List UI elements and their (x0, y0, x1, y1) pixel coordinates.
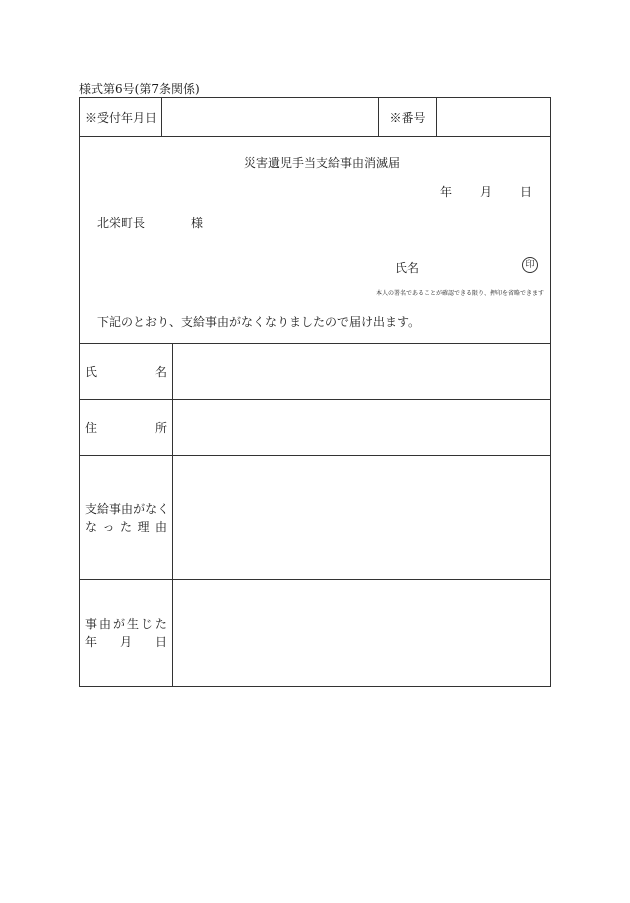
occurrence-date-label (80, 580, 173, 686)
reason-field[interactable] (173, 456, 550, 579)
reason-label-char: た (119, 519, 132, 534)
reason-label-char: が (133, 501, 146, 516)
number-field[interactable] (437, 98, 550, 136)
name-label (80, 344, 173, 399)
date-year-label: 年 (439, 185, 452, 199)
occurrence-label-char: 事 (85, 617, 98, 631)
honorific: 様 (191, 216, 204, 230)
reason-label-char: 事 (109, 501, 122, 516)
reason-label-char: 給 (97, 501, 110, 516)
occurrence-label-char: た (154, 617, 167, 631)
form-number: 様式第6号(第7条関係) (79, 82, 200, 96)
name-row (80, 344, 550, 400)
notice-body (79, 136, 551, 344)
occurrence-date-field[interactable] (173, 580, 550, 686)
occurrence-label-char: 由 (98, 617, 111, 631)
date-day-label: 日 (519, 185, 532, 199)
occurrence-label-char: 生 (126, 617, 139, 631)
occurrence-label-char: が (112, 617, 125, 631)
date-line (412, 183, 532, 200)
address-label (80, 400, 173, 455)
signer-name-label: 氏名 (395, 261, 420, 275)
seal-icon: 印 (522, 257, 538, 273)
reason-label-char: っ (102, 519, 115, 534)
reason-label-char: 理 (137, 519, 150, 534)
reason-label-char: な (145, 501, 158, 516)
address-label-char: 住 (85, 421, 98, 435)
occurrence-label-char: じ (140, 617, 153, 631)
occurrence-label-char: 年 (85, 635, 98, 649)
declaration-text: 下記のとおり、支給事由がなくなりましたので届け出ます。 (97, 315, 421, 329)
occurrence-date-row (80, 580, 550, 686)
name-label-char: 氏 (85, 365, 98, 379)
document-title: 災害遺児手当支給事由消滅届 (243, 156, 400, 170)
detail-table (79, 343, 551, 687)
name-label-char: 名 (154, 365, 167, 379)
receipt-info-table (79, 97, 551, 137)
addressee-name: 北栄町長 (97, 216, 146, 230)
occurrence-label-char: 日 (154, 635, 167, 649)
address-field[interactable] (173, 400, 550, 455)
address-label-char: 所 (154, 421, 167, 435)
reason-row (80, 456, 550, 580)
reason-label (80, 456, 173, 579)
address-row (80, 400, 550, 456)
signature-note: 本人の署名であることが確認できる限り、押印を省略できます (375, 290, 544, 297)
name-field[interactable] (173, 344, 550, 399)
addressee (97, 214, 203, 231)
reason-label-char: く (157, 501, 170, 516)
receipt-date-field[interactable] (162, 98, 379, 136)
reason-label-char: 由 (121, 501, 134, 516)
occurrence-label-char: 月 (119, 635, 132, 649)
date-month-label: 月 (479, 185, 492, 199)
reason-label-char: 由 (154, 519, 167, 534)
reason-label-char: な (85, 519, 98, 534)
receipt-date-label: ※受付年月日 (80, 98, 162, 136)
number-label: ※番号 (379, 98, 437, 136)
reason-label-char: 支 (85, 501, 98, 516)
